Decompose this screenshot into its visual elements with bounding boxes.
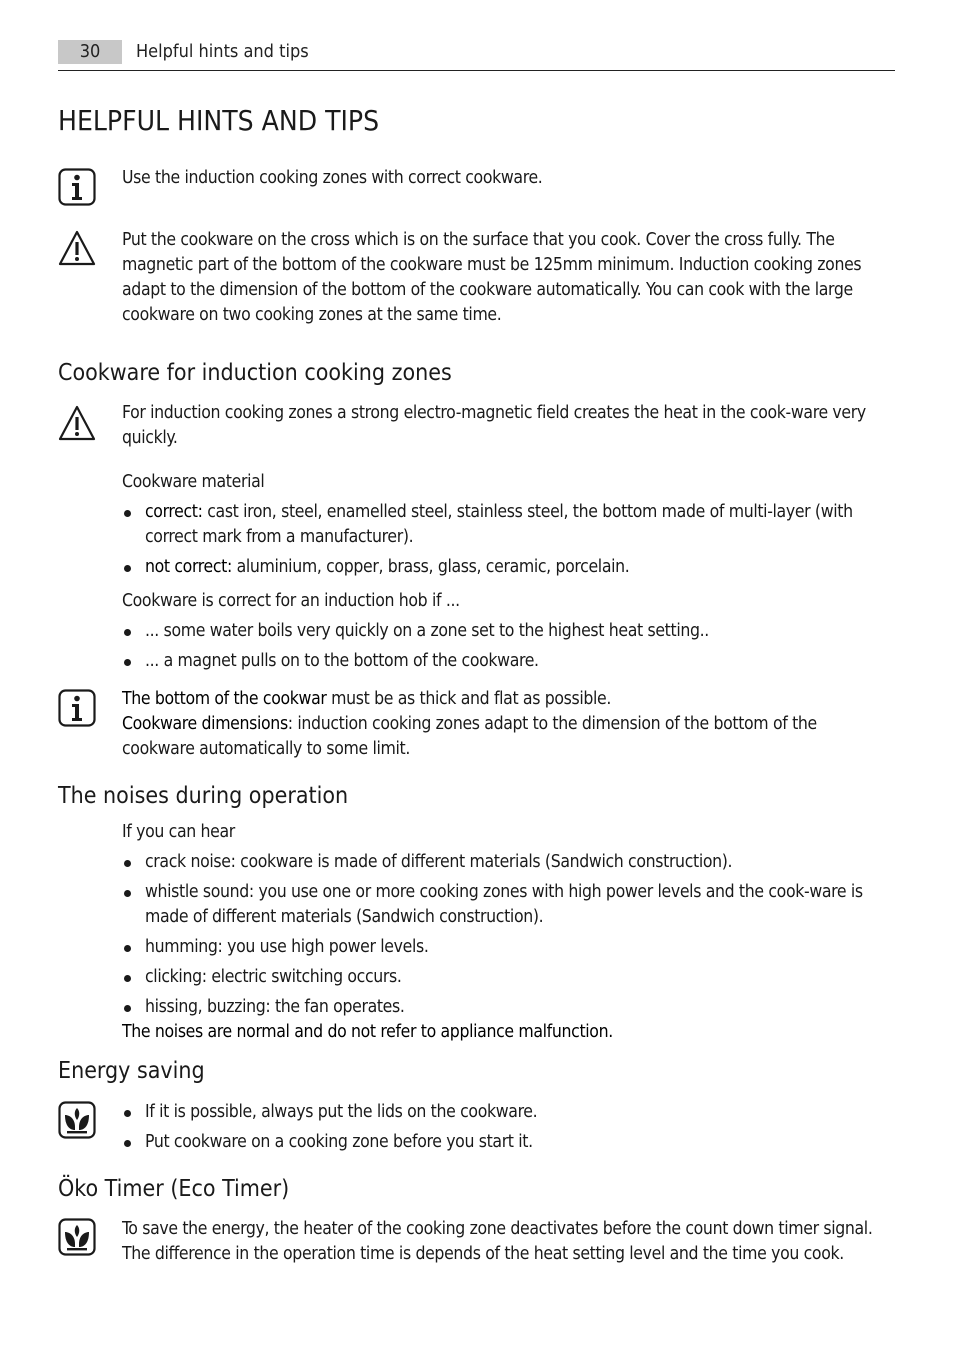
info-text: must be as thick and flat as possible. (326, 689, 612, 709)
environment-icon (58, 1218, 96, 1256)
material-text: cast iron, steel, enamelled steel, stainless steel, the bottom made of multi-layer (with correct mark from a manufacturer). (145, 502, 853, 547)
list-item: ... a magnet pulls on to the bottom of the cookware. (122, 649, 902, 674)
list-item: Put cookware on a cooking zone before you start it. (122, 1130, 902, 1155)
list-item: clicking: electric switching occurs. (122, 965, 892, 990)
page-title: HELPFUL HINTS AND TIPS (58, 104, 380, 137)
info-icon (58, 168, 96, 206)
environment-icon (58, 1101, 96, 1139)
info-icon (58, 689, 96, 727)
list-item: whistle sound: you use one or more cooking zones with high power levels and the cook-ware is made of different materials (Sandwich construction). (122, 880, 892, 930)
noises-heading: The noises during operation (58, 783, 349, 809)
list-item: humming: you use high power levels. (122, 935, 892, 960)
noises-intro: If you can hear (122, 822, 235, 842)
cookware-material-list (122, 500, 902, 585)
eco-timer-text: To save the energy, the heater of the cooking zone deactivates before the count down timer signal. The difference in the operation time is depends of the heat setting level and the time you cook. (122, 1219, 873, 1264)
list-item: ... some water boils very quickly on a zone set to the highest heat setting.. (122, 619, 902, 644)
list-item: hissing, buzzing: the fan operates. (122, 995, 892, 1020)
info-text: : induction cooking zones adapt to the dimension of the bottom of the cookware automatically to some limit. (122, 714, 817, 759)
cookware-check-label: Cookware is correct for an induction hob if ... (122, 591, 460, 611)
energy-heading: Energy saving (58, 1058, 205, 1084)
header-divider (58, 70, 895, 71)
warning-icon (58, 229, 96, 267)
noises-closing: The noises are normal and do not refer to appliance malfunction. (122, 1022, 613, 1042)
list-item (122, 500, 902, 550)
eco-timer-heading: Öko Timer (Eco Timer) (58, 1176, 290, 1202)
cookware-check-list (122, 619, 902, 679)
intro-info-text: Use the induction cooking zones with correct cookware. (122, 168, 543, 188)
noises-list (122, 850, 892, 1025)
list-item (122, 555, 902, 580)
energy-list (122, 1100, 902, 1160)
cookware-info-text (122, 687, 882, 762)
page-number: 30 (58, 40, 122, 64)
cookware-material-label: Cookware material (122, 472, 265, 492)
info-lead: Cookware dimensions (122, 714, 288, 734)
info-lead: The bottom of the cookwar (122, 689, 327, 709)
intro-warning-text: Put the cookware on the cross which is on the surface that you cook. Cover the cross fully. The magnetic part of the bottom of the cookware must be 125mm minimum. Induction cooking zones adapt to the dimension of the bottom of the cookware automatically. You can cook with the large cookware on two cooking zones at the same time. (122, 230, 862, 325)
cookware-warning-text: For induction cooking zones a strong electro-magnetic field creates the heat in the cook-ware very quickly. (122, 403, 866, 448)
material-lead: not correct: (145, 557, 232, 577)
list-item: crack noise: cookware is made of different materials (Sandwich construction). (122, 850, 892, 875)
cookware-heading: Cookware for induction cooking zones (58, 360, 452, 386)
list-item: If it is possible, always put the lids on the cookware. (122, 1100, 902, 1125)
material-text: aluminium, copper, brass, glass, ceramic, porcelain. (231, 557, 630, 577)
material-lead: correct: (145, 502, 203, 522)
running-title: Helpful hints and tips (136, 41, 309, 62)
warning-icon (58, 404, 96, 442)
